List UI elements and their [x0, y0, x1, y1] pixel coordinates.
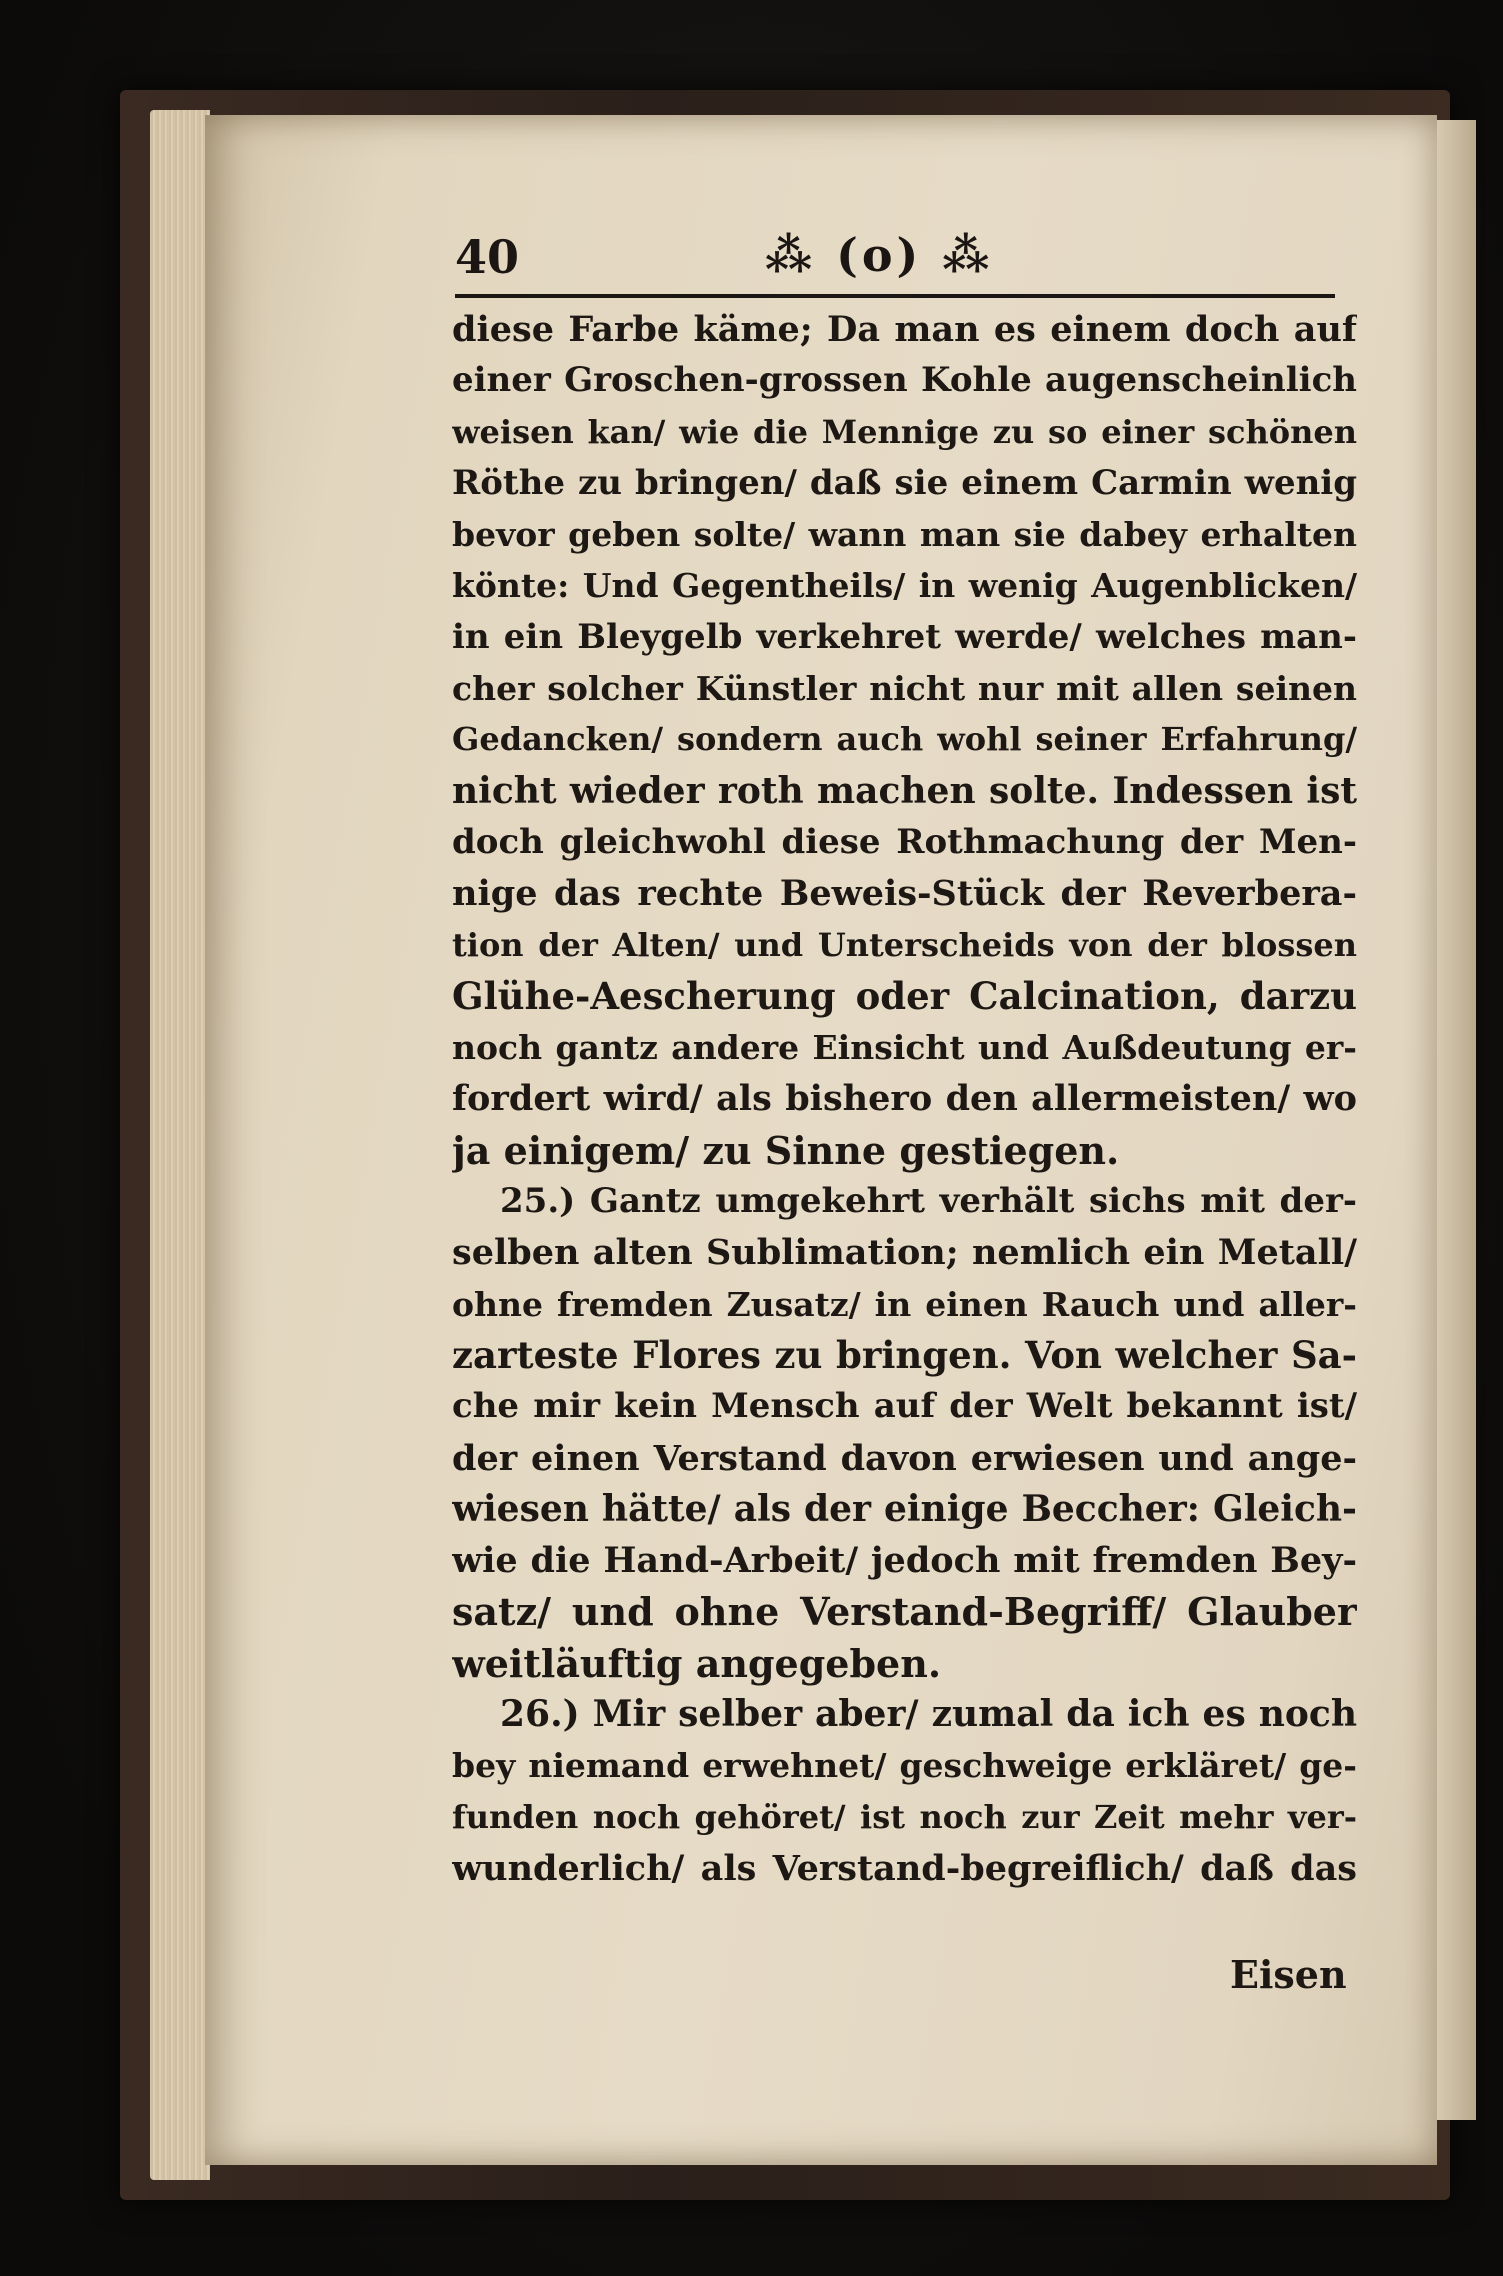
- text-line: fordert wird/ als bishero den allermeisten/ wo: [452, 1078, 1357, 1120]
- text-line: bey niemand erwehnet/ geschweige erkläret/ ge-: [452, 1746, 1357, 1786]
- text-line: satz/ und ohne Verstand-Begriff/ Glauber: [452, 1589, 1357, 1635]
- text-line: Röthe zu bringen/ daß sie einem Carmin wenig: [452, 462, 1357, 503]
- text-line: weisen kan/ wie die Mennige zu so einer schönen: [452, 412, 1357, 451]
- text-line: Gedancken/ sondern auch wohl seiner Erfahrung/: [452, 720, 1357, 759]
- text-line: Glühe-Aescherung oder Calcination, darzu: [452, 973, 1357, 1018]
- text-line: 26.) Mir selber aber/ zumal da ich es noch: [500, 1693, 1357, 1736]
- text-line: doch gleichwohl diese Rothmachung der Men-: [452, 821, 1357, 862]
- text-line: zarteste Flores zu bringen. Von welcher Sa-: [452, 1332, 1357, 1377]
- text-line: diese Farbe käme; Da man es einem doch auf: [452, 309, 1357, 350]
- text-line: weitläuftig angegeben.: [452, 1640, 942, 1686]
- text-line: in ein Bleygelb verkehret werde/ welches man-: [452, 616, 1357, 657]
- text-line: tion der Alten/ und Unterscheids von der blossen: [452, 925, 1357, 964]
- text-line: der einen Verstand davon erwiesen und ange-: [452, 1437, 1357, 1479]
- text-line: ja einigem/ zu Sinne gestiegen.: [452, 1127, 1120, 1173]
- text-line: bevor geben solte/ wann man sie dabey erhalten: [452, 515, 1357, 555]
- page-number: 40: [455, 230, 520, 284]
- text-line: könte: Und Gegentheils/ in wenig Augenblicken/: [452, 566, 1357, 606]
- text-line: funden noch gehöret/ ist noch zur Zeit mehr ver-: [452, 1797, 1357, 1836]
- text-line: nige das rechte Beweis-Stück der Reverbera-: [452, 873, 1357, 915]
- catchword: Eisen: [1230, 1952, 1347, 1997]
- text-line: wie die Hand-Arbeit/ jedoch mit fremden Bey-: [452, 1540, 1357, 1582]
- header-ornament: ⁂ (o) ⁂: [765, 228, 994, 282]
- text-line: noch gantz andere Einsicht und Außdeutung er-: [452, 1028, 1357, 1068]
- text-line: 25.) Gantz umgekehrt verhält sichs mit der-: [500, 1181, 1357, 1222]
- text-line: nicht wieder roth machen solte. Indessen ist: [452, 769, 1357, 812]
- text-line: wunderlich/ als Verstand-begreiflich/ daß das: [452, 1847, 1357, 1889]
- page-edges: [150, 110, 210, 2180]
- text-line: einer Groschen-grossen Kohle augenscheinlich: [452, 360, 1357, 401]
- running-header: [455, 230, 1345, 300]
- text-line: cher solcher Künstler nicht nur mit allen seinen: [452, 669, 1357, 709]
- text-line: selben alten Sublimation; nemlich ein Metall/: [452, 1232, 1357, 1274]
- body-text: [452, 304, 1357, 1894]
- text-line: wiesen hätte/ als der einige Beccher: Gleich-: [452, 1487, 1357, 1530]
- right-page-edge: [1436, 120, 1476, 2120]
- header-rule: [455, 294, 1335, 298]
- text-line: che mir kein Mensch auf der Welt bekannt ist/: [452, 1386, 1357, 1427]
- text-line: ohne fremden Zusatz/ in einen Rauch und aller-: [452, 1284, 1357, 1324]
